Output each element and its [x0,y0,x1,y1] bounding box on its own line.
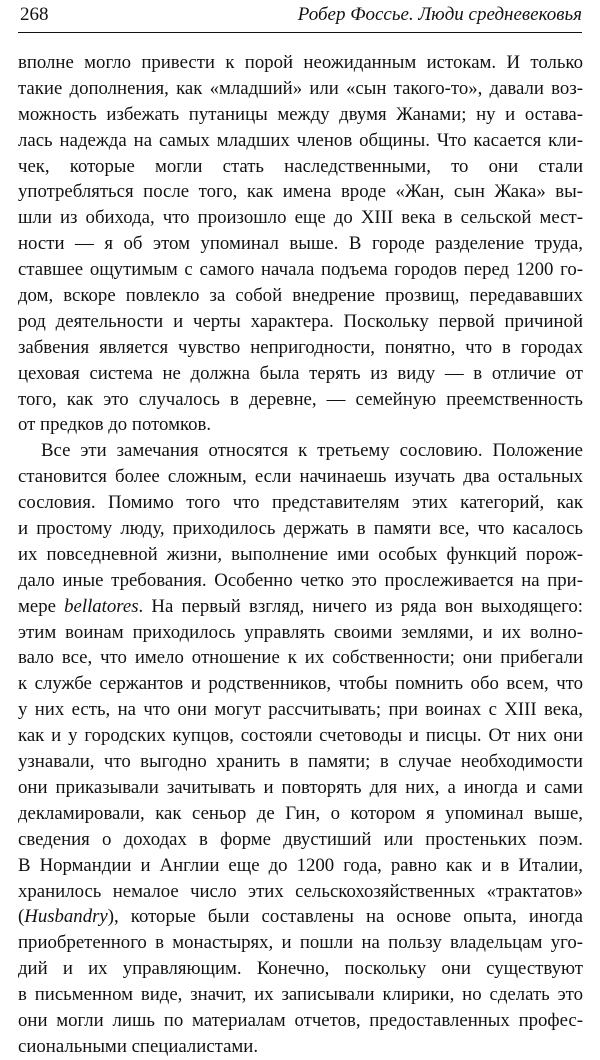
text-line: того, как это случалось в деревне, — семейную преемственность [18,388,583,410]
italic-term: bellatores [64,595,139,617]
text-line: они могли лишь по материалам отчетов, предоставленных профес- [18,1009,583,1031]
text-segment: мере [18,595,65,617]
text-line: хранилось немалое число этих сельскохозяйственных «трактатов» [18,880,583,902]
text-line: и простому люду, приходилось держать в памяти все, что касалось [18,518,583,540]
text-line: ности — я об этом упоминал выше. В городе разделение труда, [18,233,583,255]
text-line: Все эти замечания относятся к третьему сословию. Положение [41,440,583,462]
text-line: вполне могло привести к порой неожиданным истокам. И только [18,52,583,73]
text-line [18,904,583,930]
text-line: сословия. Помимо того что представителям этих категорий, как [18,492,583,514]
page-number: 268 [20,4,49,25]
running-head [20,2,582,26]
text-line: их повседневной жизни, выполнение ими особых функций порож- [18,543,583,565]
text-line: от предков до потомков. [18,414,212,436]
text-line: забвения является чувство непригодности, понятно, что в городах [18,336,583,358]
italic-term: Husbandry [24,906,108,928]
text-line: ставшее ощутимым с самого начала подъема городов перед 1200 го- [18,259,583,281]
text-line: дало иные требования. Особенно четко это прослеживается на при- [18,569,583,591]
text-line: в письменном виде, значит, их записывали клирики, но сделать это [18,984,583,1006]
text-line [18,594,583,620]
text-line: сиональными специалистами. [18,1035,259,1057]
text-line: В Нормандии и Англии еще до 1200 года, равно как и в Италии, [18,854,583,876]
text-line: сведения о доходах в форме двустиший или простеньких поэм. [18,828,583,850]
text-line: декламировали, как сеньор де Гин, о котором я упоминал выше, [18,802,583,824]
text-line: можность избежать путаницы между двумя Жанами; ну и остава- [18,103,583,125]
text-line: становится более сложным, если начинаешь изучать два остальных [18,466,583,488]
text-line: чек, которые могли стать наследственными, то они стали [18,155,583,177]
text-line: они приказывали зачитывать и повторять для них, а иногда и сами [18,776,583,798]
text-line: цеховая система не должна была терять из виду — в отличие от [18,362,583,384]
text-line: приобретенного в монастырях, и пошли на пользу владельцам уго- [18,932,583,954]
text-line: дий и их управляющим. Конечно, поскольку они существуют [18,958,583,980]
body-text [18,50,583,1060]
text-line: к службе сержантов и родственников, чтобы помнить обо всем, что [18,673,583,695]
text-segment: ( [18,906,25,928]
running-title: Робер Фоссье. Люди средневековья [297,4,582,25]
text-line: у них есть, на что они могут рассчитывать; при воинах с XIII века, [18,699,583,721]
text-line: такие дополнения, как «младший» или «сын такого-то», давали воз- [18,77,583,99]
text-line: шли из обихода, что произошло еще до XIII века в сельской мест- [18,207,583,229]
text-line: род деятельности и черты характера. Поскольку первой причиной [18,310,583,332]
text-line: как и у городских купцов, состояли счетоводы и писцы. От них они [18,725,583,747]
text-line: дом, вскоре повлекло за собой внедрение прозвищ, передававших [18,285,583,307]
header-rule [18,32,582,33]
text-line: этим воинам приходилось управлять своими землями, и их волно- [18,621,583,643]
text-segment: . На первый взгляд, ничего из ряда вон выходящего: [138,595,583,617]
text-line: узнавали, что выгодно хранить в памяти; в случае необходимости [18,751,583,773]
text-line: употребляться после того, как имена вроде «Жан, сын Жака» вы- [18,181,583,203]
text-line: лась надежда на самых младших членов общины. Что касается кли- [18,129,583,151]
text-line: вало все, что имело отношение к их собственности; они прибегали [18,647,583,669]
text-segment: ), которые были составлены на основе опыта, иногда [107,906,583,928]
